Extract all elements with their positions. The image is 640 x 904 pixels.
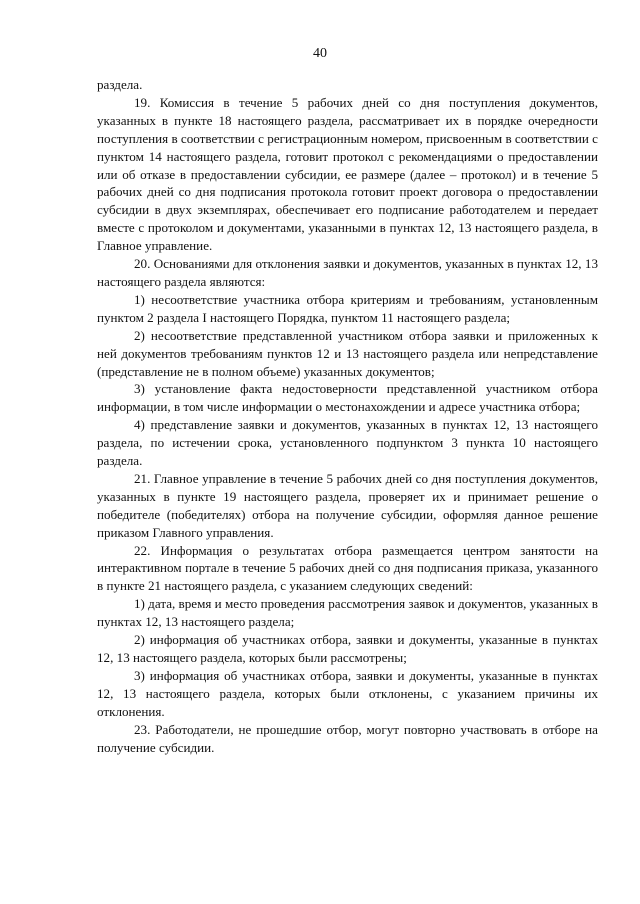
paragraph-20-item-3: 3) установление факта недостоверности представленной участником отбора информации, в том числе информации о местонахождении и адресе участника отбора; [97,381,598,415]
paragraph-22-item-3: 3) информация об участниках отбора, заявки и документы, указанные в пунктах 12, 13 настоящего раздела, которых были отклонены, с указанием причины их отклонения. [97,667,598,719]
paragraph-23: 23. Работодатели, не прошедшие отбор, могут повторно участвовать в отборе на получение субсидии. [97,721,598,755]
paragraph-20-item-2: 2) несоответствие представленной участником отбора заявки и приложенных к ней документов требованиям пунктов 12 и 13 настоящего раздела или непредставление (представление не в полном объеме) указанных документов; [97,327,598,379]
paragraph-continuation: раздела. [97,77,143,92]
paragraph-20-item-1: 1) несоответствие участника отбора критериям и требованиям, установленным пунктом 2 раздела I настоящего Порядка, пунктом 11 настоящего раздела; [97,291,598,325]
paragraph-22: 22. Информация о результатах отбора размещается центром занятости на интерактивном портале в течение 5 рабочих дней со дня подписания приказа, указанного в пункте 21 настоящего раздела, с указанием следующих сведений: [97,542,598,594]
paragraph-21: 21. Главное управление в течение 5 рабочих дней со дня поступления документов, указанных в пункте 19 настоящего раздела, проверяет их и принимает решение о победителе (победителях) отбора на получение субсидии, оформляя данное решение приказом Главного управления. [97,470,598,540]
document-body [97,76,598,756]
paragraph-20: 20. Основаниями для отклонения заявки и документов, указанных в пунктах 12, 13 настоящего раздела являются: [97,256,598,289]
page-number: 40 [313,46,327,61]
paragraph-19: 19. Комиссия в течение 5 рабочих дней со дня поступления документов, указанных в пункте 18 настоящего раздела, рассматривает их в порядке очередности поступления в соответствии с регистрационным номером, присвоенным в соответствии с пунктом 14 настоящего раздела, готовит протокол с рекомендациями о предоставлении или об отказе в предоставлении субсидии, ее размере (далее – протокол) и в течение 5 рабочих дней со дня подписания протокола готовит проект договора о предоставлении субсидии в двух экземплярах, обеспечивает его подписание работодателем и передает вместе с протоколом и документами, указанными в пунктах 12, 13 настоящего раздела, в Главное управление. [97,94,598,254]
paragraph-22-item-2: 2) информация об участниках отбора, заявки и документы, указанные в пунктах 12, 13 настоящего раздела, которых были рассмотрены; [97,632,598,665]
paragraph-22-item-1: 1) дата, время и место проведения рассмотрения заявок и документов, указанных в пунктах 12, 13 настоящего раздела; [97,596,598,630]
paragraph-20-item-4: 4) представление заявки и документов, указанных в пунктах 12, 13 настоящего раздела, по истечении срока, установленного подпунктом 3 пункта 10 настоящего раздела. [97,417,598,469]
